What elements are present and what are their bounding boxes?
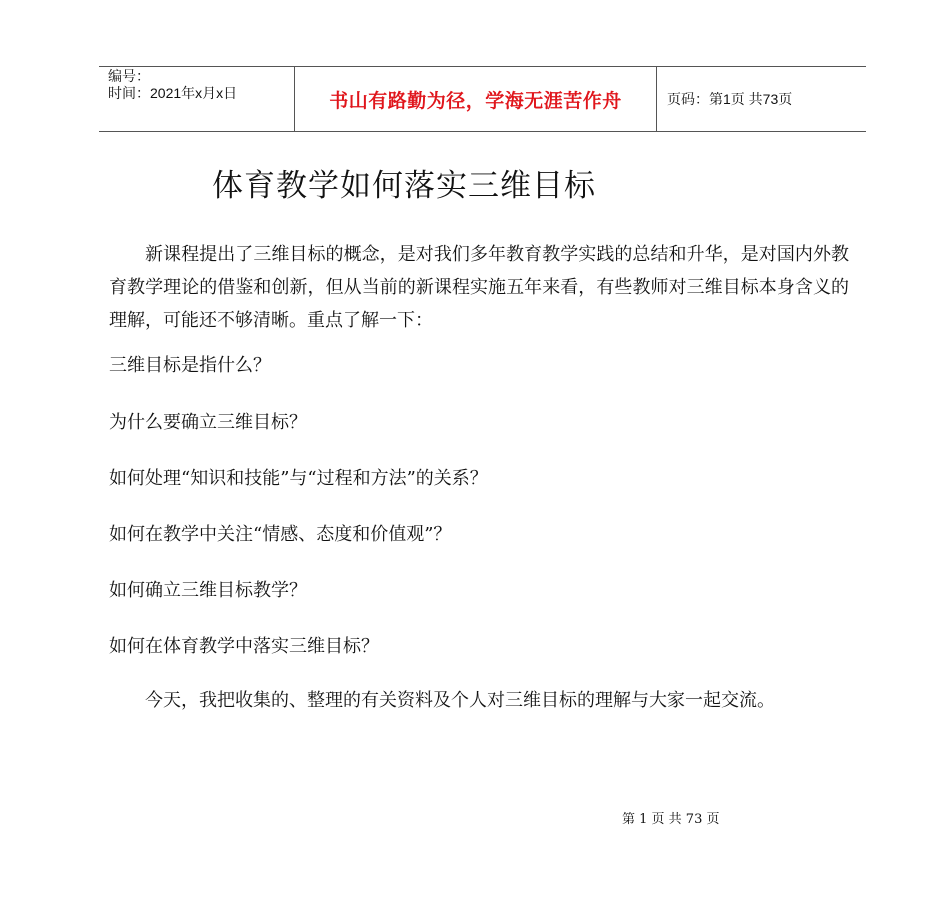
closing-paragraph: 今天，我把收集的、整理的有关资料及个人对三维目标的理解与大家一起交流。 — [145, 690, 775, 711]
question-item: 如何处理“知识和技能”与“过程和方法”的关系？ — [109, 468, 488, 489]
page-footer: 第 1 页 共 73 页 — [622, 812, 720, 827]
header-page-info: 页码：第1页 共73页 — [667, 91, 793, 107]
question-item: 为什么要确立三维目标？ — [109, 412, 307, 433]
header-page-cell — [657, 67, 866, 131]
question-item: 如何确立三维目标教学？ — [109, 580, 307, 601]
header-meta-cell — [99, 67, 295, 131]
doc-date: 时间：2021年x月x日 — [108, 85, 238, 101]
question-item: 如何在体育教学中落实三维目标？ — [109, 636, 379, 657]
question-item: 三维目标是指什么？ — [109, 355, 271, 376]
header-motto-cell — [295, 67, 657, 131]
header-table — [99, 66, 866, 132]
motto-text: 书山有路勤为径，学海无涯苦作舟 — [329, 89, 622, 112]
intro-paragraph: 新课程提出了三维目标的概念，是对我们多年教育教学实践的总结和升华，是对国内外教育教学理论的借鉴和创新，但从当前的新课程实施五年来看，有些教师对三维目标本身含义的理解，可能还不够清晰。重点了解一下： — [109, 244, 849, 331]
question-item: 如何在教学中关注“情感、态度和价值观”？ — [109, 524, 452, 545]
document-body — [109, 238, 849, 717]
document-title: 体育教学如何落实三维目标 — [212, 168, 596, 204]
doc-number-label: 编号： — [108, 68, 150, 84]
